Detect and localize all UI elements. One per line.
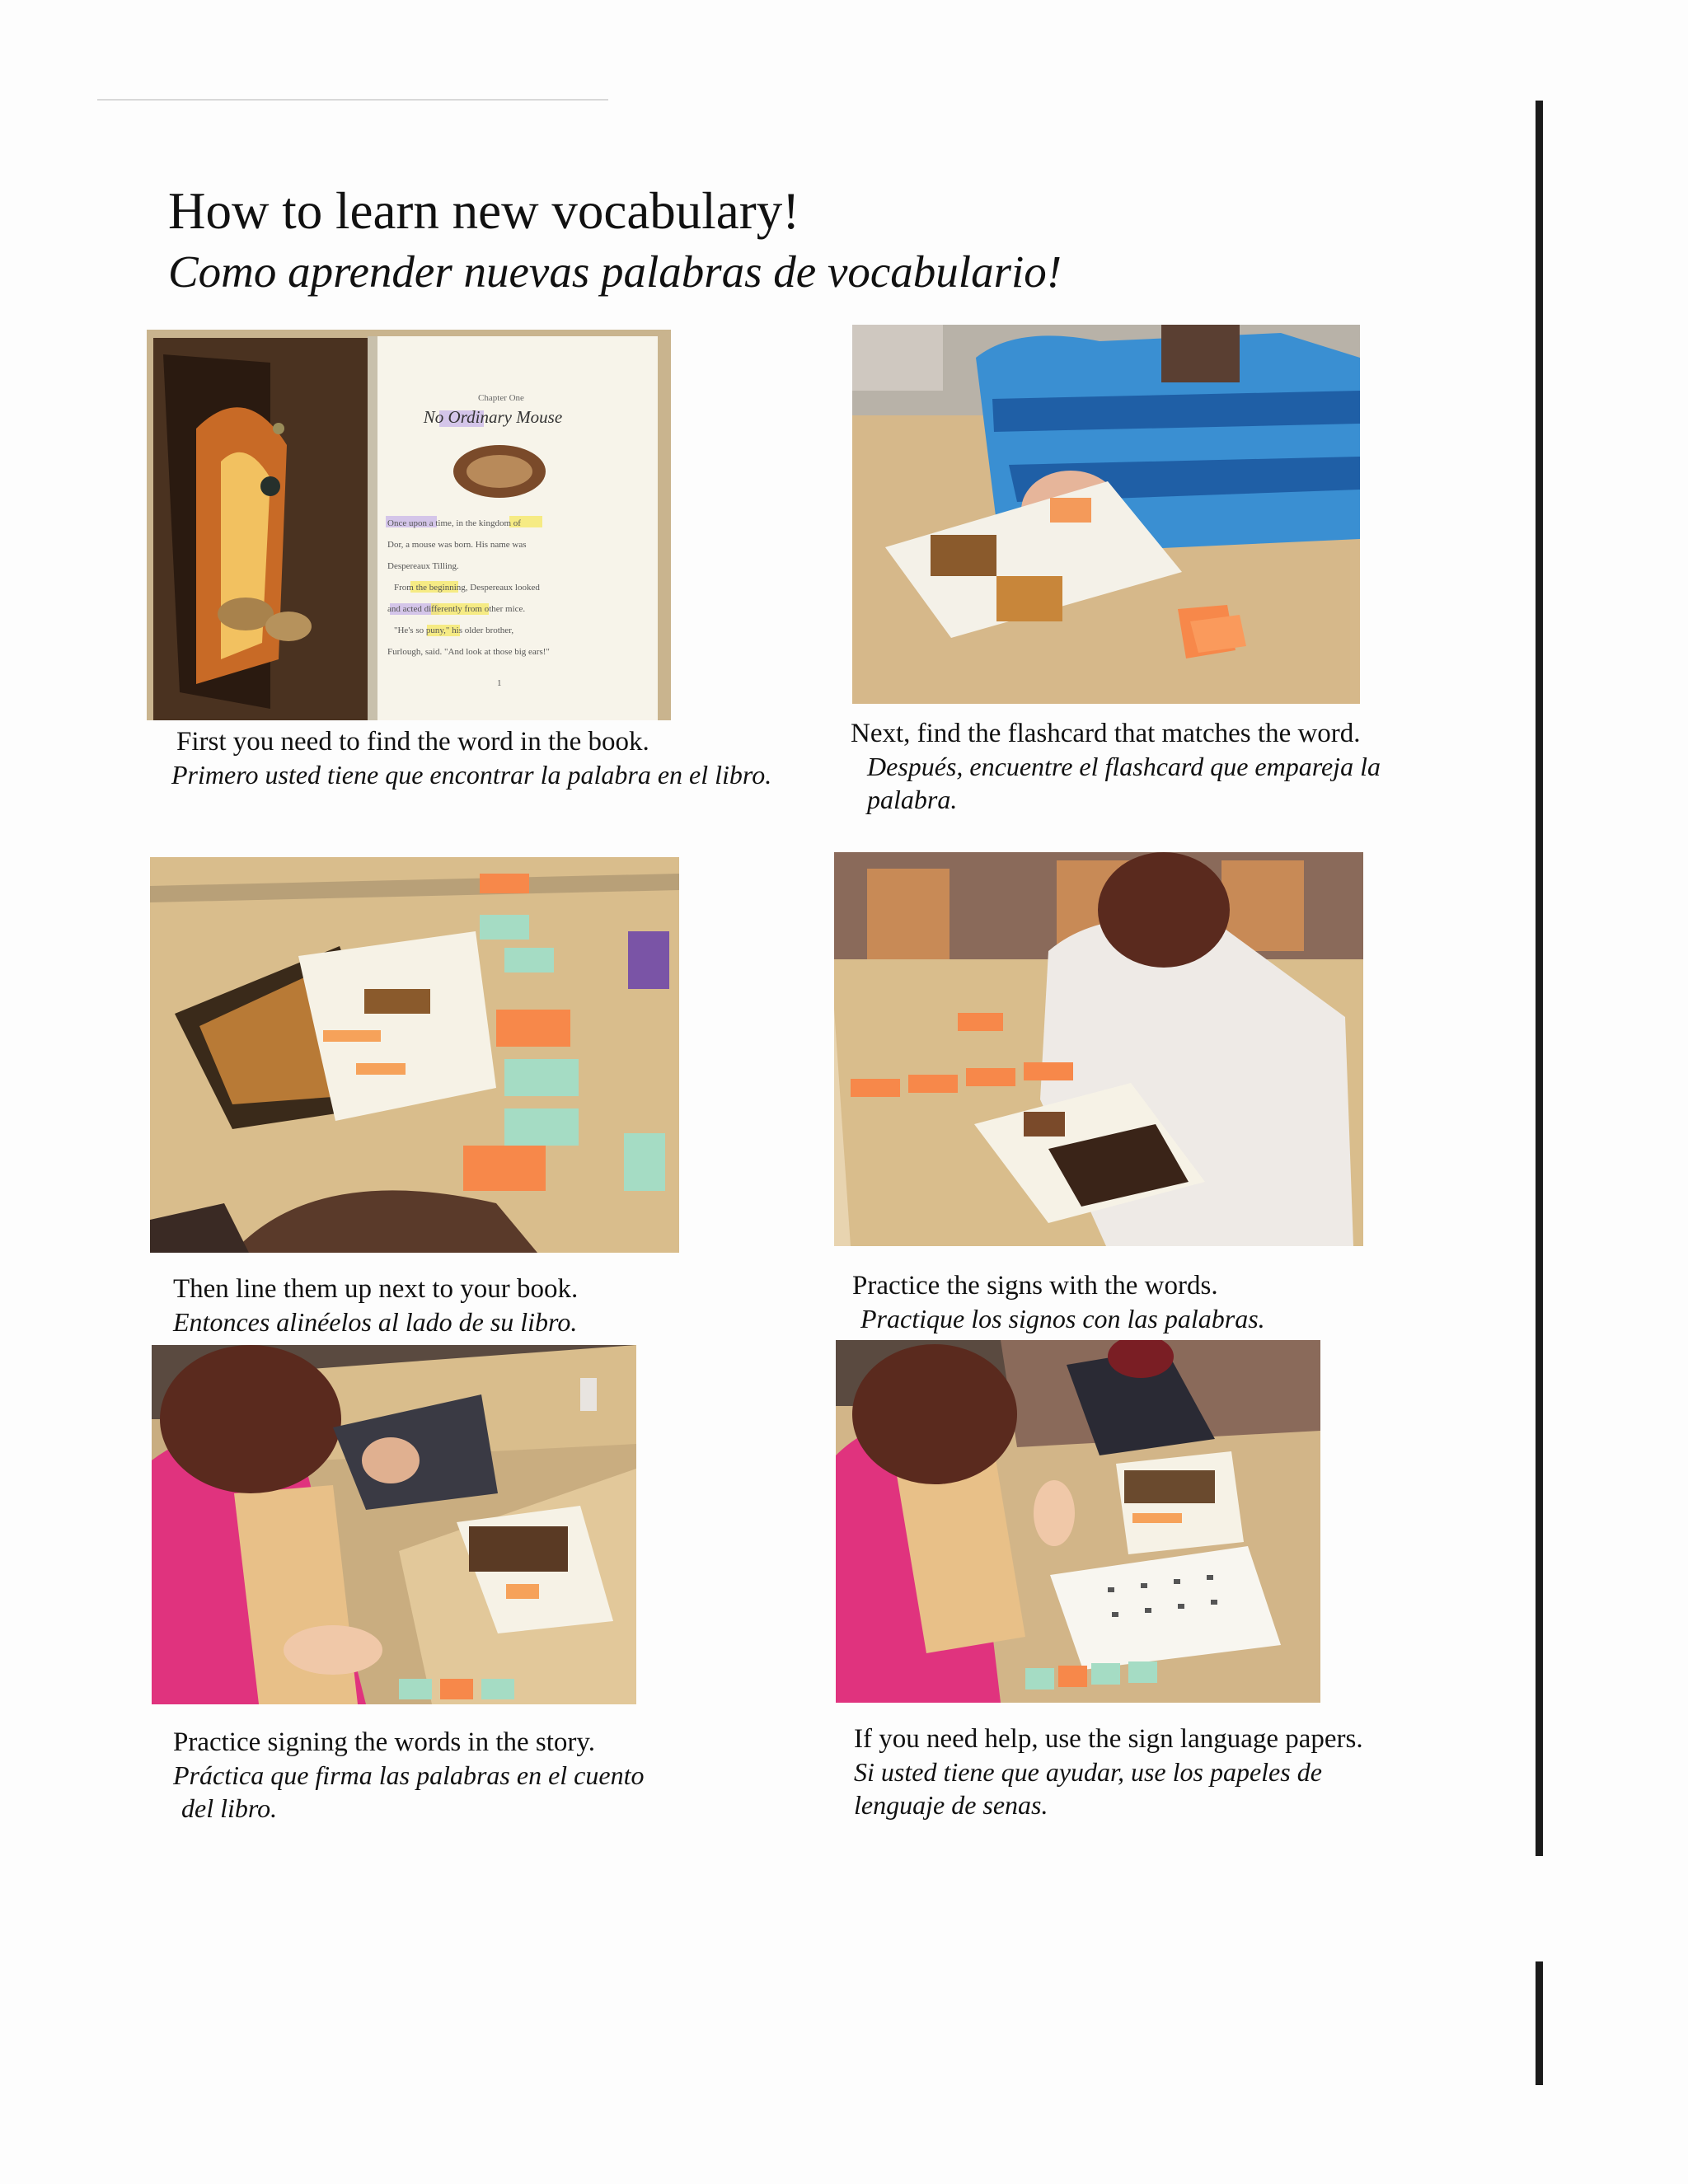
caption-english: Practice signing the words in the story.: [173, 1727, 596, 1757]
caption-english: Then line them up next to your book.: [173, 1274, 579, 1304]
caption-spanish: lenguaje de senas.: [854, 1790, 1048, 1820]
book-text-line: and acted differently from other mice.: [387, 604, 526, 614]
step-caption: [171, 725, 772, 791]
scan-artifact-line: [97, 99, 608, 101]
page-title: How to learn new vocabulary!: [168, 182, 800, 240]
photo-flashcards-lined-up: [150, 857, 679, 1253]
book-text-line: Despereaux Tilling.: [387, 561, 459, 571]
step-caption: [173, 1726, 644, 1825]
caption-english: If you need help, use the sign language papers.: [854, 1724, 1363, 1754]
photo-student-flashcards: [852, 325, 1360, 704]
step-caption: [851, 717, 1381, 816]
caption-english: Practice the signs with the words.: [852, 1271, 1218, 1301]
book-chapter-heading: No Ordinary Mouse: [423, 407, 563, 427]
book-text-line: From the beginning, Despereaux looked: [394, 583, 540, 593]
step-caption: [854, 1722, 1363, 1821]
book-text-line: Furlough, said. "And look at those big ears!": [387, 647, 550, 657]
scan-edge-bar: [1536, 101, 1543, 1856]
caption-spanish: palabra.: [867, 785, 958, 814]
scan-edge-bar: [1536, 1961, 1543, 2085]
page-subtitle: Como aprender nuevas palabras de vocabulario!: [168, 246, 1062, 297]
caption-spanish: Práctica que firma las palabras en el cuento: [173, 1760, 645, 1790]
caption-spanish: del libro.: [181, 1793, 278, 1823]
step-caption: [173, 1272, 578, 1338]
caption-english: Next, find the flashcard that matches the word.: [851, 719, 1361, 748]
photo-signing-story: [152, 1345, 636, 1704]
book-chapter-label: Chapter One: [478, 393, 524, 403]
caption-spanish: Entonces alinéelos al lado de su libro.: [173, 1307, 578, 1337]
book-text-line: "He's so puny," his older brother,: [394, 626, 514, 635]
book-text-line: Dor, a mouse was born. His name was: [387, 540, 527, 550]
book-page-number: 1: [497, 678, 502, 688]
caption-spanish: Practique los signos con las palabras.: [860, 1304, 1265, 1333]
book-text-line: Once upon a time, in the kingdom of: [387, 518, 521, 528]
caption-spanish: Si usted tiene que ayudar, use los papeles de: [854, 1757, 1322, 1787]
photo-student-practice-signs: [834, 852, 1363, 1246]
photo-sign-language-papers: [836, 1340, 1320, 1703]
step-caption: [852, 1269, 1265, 1335]
photo-book-page: [147, 330, 671, 720]
caption-spanish: Después, encuentre el flashcard que empareja la: [867, 752, 1381, 781]
caption-spanish: Primero usted tiene que encontrar la palabra en el libro.: [171, 760, 772, 790]
caption-english: First you need to find the word in the book.: [176, 727, 649, 757]
